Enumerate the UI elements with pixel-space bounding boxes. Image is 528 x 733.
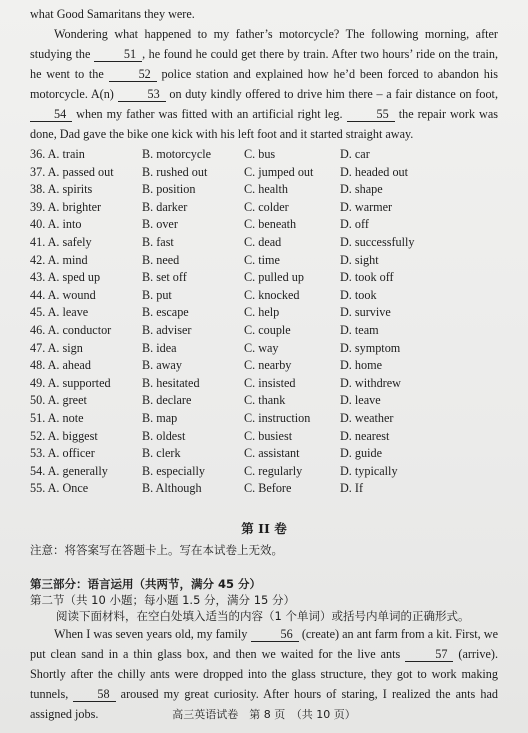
option-d: D. typically xyxy=(340,463,398,478)
option-row xyxy=(30,410,500,428)
option-c: C. health xyxy=(244,182,289,197)
option-c: C. busiest xyxy=(244,428,293,443)
option-a: 46. A. conductor xyxy=(30,322,112,337)
option-d: D. successfully xyxy=(340,234,415,249)
answer-options xyxy=(30,146,500,498)
option-d: D. team xyxy=(340,322,379,337)
passage-text: , he found he could get there by train. After two hours’ ride on the train, he went to the xyxy=(30,47,499,81)
option-a: 51. A. note xyxy=(30,410,84,425)
option-a: 38. A. spirits xyxy=(30,182,93,197)
option-c: C. Before xyxy=(244,481,292,496)
option-a: 49. A. supported xyxy=(30,375,111,390)
option-a: 37. A. passed out xyxy=(30,164,114,179)
option-b: B. especially xyxy=(142,463,205,478)
option-c: C. regularly xyxy=(244,463,303,478)
option-row xyxy=(30,445,500,463)
option-c: C. bus xyxy=(244,147,276,161)
passage-text: aroused my great curiosity. After hours of staring, I realized the ants had assigned jobs. xyxy=(30,687,498,721)
option-a: 43. A. sped up xyxy=(30,270,101,285)
page-footer: 高三英语试卷 第 8 页 （共 10 页） xyxy=(172,708,356,721)
option-d: D. leave xyxy=(340,393,381,408)
blank-52: 52 xyxy=(109,67,157,82)
option-d: D. symptom xyxy=(340,340,401,355)
passage-text: (arrive). Shortly after the chilly ants were dropped into the glass structure, they got to work making tunnels, xyxy=(30,647,498,701)
blank-55: 55 xyxy=(347,107,395,122)
option-c: C. time xyxy=(244,252,280,267)
option-d: D. nearest xyxy=(340,428,390,443)
option-c: C. knocked xyxy=(244,287,300,302)
option-d: D. warmer xyxy=(340,199,393,214)
option-row xyxy=(30,392,500,410)
option-row xyxy=(30,181,500,199)
section2-title: 第二节（共 10 小题；每小题 1.5 分，满分 15 分） xyxy=(30,593,295,607)
option-b: B. declare xyxy=(142,393,192,408)
option-b: B. Although xyxy=(142,481,202,496)
volume-title: 第 II 卷 xyxy=(241,521,287,536)
option-a: 48. A. ahead xyxy=(30,358,91,373)
passage-text: on duty kindly offered to drive him there – a fair distance on foot, xyxy=(165,87,498,101)
passage-text: the repair work was done, Dad gave the bike one kick with his left foot and it started straight away. xyxy=(30,107,498,141)
option-c: C. couple xyxy=(244,322,291,337)
notice: 注意：将答案写在答题卡上。写在本试卷上无效。 xyxy=(30,543,283,557)
option-row xyxy=(30,287,500,305)
option-c: C. nearby xyxy=(244,358,292,373)
blank-51: 51 xyxy=(94,47,142,62)
option-b: B. adviser xyxy=(142,322,192,337)
option-d: D. took xyxy=(340,287,377,302)
option-a: 52. A. biggest xyxy=(30,428,98,443)
option-d: D. survive xyxy=(340,305,391,320)
option-a: 39. A. brighter xyxy=(30,199,102,214)
option-b: B. darker xyxy=(142,199,188,214)
option-b: B. motorcycle xyxy=(142,147,212,161)
option-c: C. way xyxy=(244,340,279,355)
option-row xyxy=(30,322,500,340)
option-row xyxy=(30,480,500,498)
blank-54: 54 xyxy=(30,107,72,122)
option-row xyxy=(30,304,500,322)
option-b: B. set off xyxy=(142,270,187,285)
option-c: C. thank xyxy=(244,393,286,408)
blank-58: 58 xyxy=(73,687,115,702)
option-row xyxy=(30,252,500,270)
option-b: B. clerk xyxy=(142,446,181,461)
option-b: B. position xyxy=(142,182,196,197)
option-b: B. oldest xyxy=(142,428,186,443)
passage-text: (create) an ant farm from a kit. First, we put clean sand in a thin glass box, and then we waited for the live ants xyxy=(30,627,498,661)
option-a: 42. A. mind xyxy=(30,252,88,267)
option-b: B. rushed out xyxy=(142,164,208,179)
option-b: B. idea xyxy=(142,340,177,355)
option-b: B. over xyxy=(142,217,178,232)
option-row xyxy=(30,269,500,287)
blank-56: 56 xyxy=(251,627,299,642)
option-d: D. car xyxy=(340,147,370,161)
part3-title: 第三部分：语言运用（共两节，满分 45 分） xyxy=(30,577,262,591)
option-row xyxy=(30,340,500,358)
blank-53: 53 xyxy=(118,87,166,102)
option-c: C. pulled up xyxy=(244,270,304,285)
option-c: C. dead xyxy=(244,234,282,249)
option-d: D. guide xyxy=(340,446,382,461)
passage-text: when my father was fitted with an artificial right leg. xyxy=(72,107,347,121)
option-b: B. need xyxy=(142,252,180,267)
cloze-passage xyxy=(30,4,498,144)
option-a: 54. A. generally xyxy=(30,463,108,478)
option-b: B. hesitated xyxy=(142,375,200,390)
option-d: D. took off xyxy=(340,270,394,285)
option-a: 36. A. train xyxy=(30,147,85,161)
option-d: D. withdrew xyxy=(340,375,401,390)
option-d: D. weather xyxy=(340,410,394,425)
option-a: 41. A. safely xyxy=(30,234,92,249)
option-d: D. sight xyxy=(340,252,379,267)
instruction: 阅读下面材料，在空白处填入适当的内容（1 个单词）或括号内单词的正确形式。 xyxy=(56,609,470,623)
option-d: D. off xyxy=(340,217,369,232)
option-row xyxy=(30,216,500,234)
passage-paragraph xyxy=(30,24,498,144)
option-row xyxy=(30,146,500,164)
option-c: C. jumped out xyxy=(244,164,314,179)
option-d: D. shape xyxy=(340,182,383,197)
passage-text: Wondering what happened to my father’s motorcycle? The following morning, after studying the xyxy=(30,27,498,61)
option-row xyxy=(30,164,500,182)
option-a: 50. A. greet xyxy=(30,393,87,408)
option-a: 53. A. officer xyxy=(30,446,95,461)
option-a: 47. A. sign xyxy=(30,340,83,355)
option-c: C. assistant xyxy=(244,446,300,461)
option-row xyxy=(30,234,500,252)
passage-text: When I was seven years old, my family xyxy=(54,627,251,641)
option-a: 44. A. wound xyxy=(30,287,96,302)
option-a: 55. A. Once xyxy=(30,481,89,496)
option-row xyxy=(30,199,500,217)
option-c: C. instruction xyxy=(244,410,311,425)
option-c: C. beneath xyxy=(244,217,297,232)
option-b: B. away xyxy=(142,358,182,373)
option-d: D. If xyxy=(340,481,364,496)
option-a: 40. A. into xyxy=(30,217,82,232)
option-b: B. escape xyxy=(142,305,189,320)
option-c: C. colder xyxy=(244,199,289,214)
option-b: B. map xyxy=(142,410,178,425)
option-row xyxy=(30,375,500,393)
option-row xyxy=(30,463,500,481)
passage-line: what Good Samaritans they were. xyxy=(30,7,195,21)
option-c: C. help xyxy=(244,305,280,320)
option-d: D. headed out xyxy=(340,164,409,179)
option-b: B. put xyxy=(142,287,172,302)
blank-57: 57 xyxy=(405,647,453,662)
option-row xyxy=(30,428,500,446)
option-c: C. insisted xyxy=(244,375,296,390)
option-d: D. home xyxy=(340,358,382,373)
passage-text: police station and explained how he’d been forced to abandon his motorcycle. A(n) xyxy=(30,67,498,101)
option-a: 45. A. leave xyxy=(30,305,89,320)
option-b: B. fast xyxy=(142,234,174,249)
option-row xyxy=(30,357,500,375)
